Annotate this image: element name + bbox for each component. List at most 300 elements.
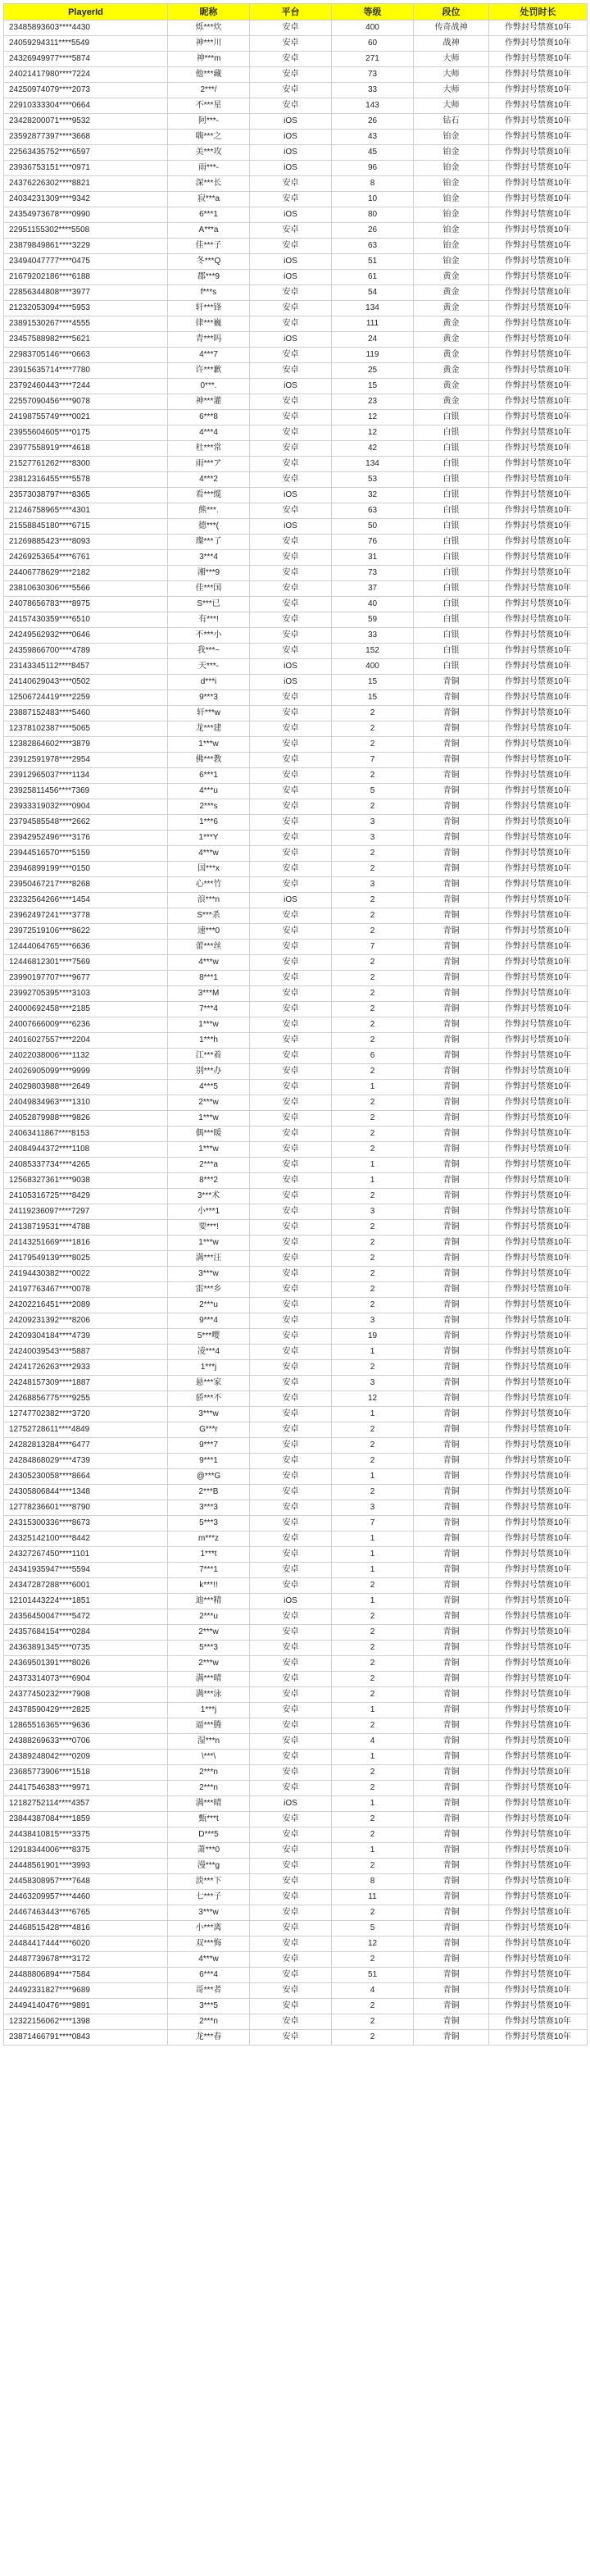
penalty-cell: 作弊封号禁赛10年 <box>489 176 588 192</box>
platform-cell: 安卓 <box>250 394 332 410</box>
rank-cell: 青铜 <box>414 1454 489 1469</box>
table-row <box>4 1267 588 1282</box>
penalty-cell: 作弊封号禁赛10年 <box>489 239 588 254</box>
table-row <box>4 1454 588 1469</box>
player-id-cell: 24327267450****1101 <box>4 1547 168 1563</box>
nickname-cell: 5***3 <box>168 1516 250 1531</box>
platform-cell: 安卓 <box>250 1531 332 1547</box>
nickname-cell: 天***- <box>168 659 250 675</box>
table-row <box>4 1407 588 1422</box>
platform-cell: 安卓 <box>250 503 332 519</box>
rank-cell: 青铜 <box>414 706 489 721</box>
player-id-cell: 12568327361****9038 <box>4 1173 168 1189</box>
rank-cell: 青铜 <box>414 1672 489 1687</box>
platform-cell: 安卓 <box>250 1625 332 1641</box>
penalty-cell: 作弊封号禁赛10年 <box>489 1952 588 1968</box>
player-id-cell: 21527761262****8300 <box>4 457 168 472</box>
nickname-cell: S***已 <box>168 597 250 612</box>
level-cell: 134 <box>332 457 414 472</box>
player-id-cell: 12918344006****8375 <box>4 1843 168 1859</box>
table-row <box>4 1812 588 1827</box>
rank-cell: 青铜 <box>414 1251 489 1267</box>
rank-cell: 黄金 <box>414 379 489 394</box>
player-id-cell: 22910333304****0664 <box>4 98 168 114</box>
player-id-cell: 24202216451****2089 <box>4 1298 168 1313</box>
level-cell: 3 <box>332 877 414 893</box>
rank-cell: 青铜 <box>414 1703 489 1718</box>
rank-cell: 白银 <box>414 426 489 441</box>
rank-cell: 青铜 <box>414 1843 489 1859</box>
player-id-cell: 12865516365****9636 <box>4 1718 168 1734</box>
level-cell: 3 <box>332 1500 414 1516</box>
platform-cell: iOS <box>250 130 332 145</box>
penalty-cell: 作弊封号禁赛10年 <box>489 877 588 893</box>
level-cell: 8 <box>332 1874 414 1890</box>
penalty-cell: 作弊封号禁赛10年 <box>489 597 588 612</box>
level-cell: 3 <box>332 1376 414 1391</box>
table-row <box>4 1827 588 1843</box>
table-row <box>4 1609 588 1625</box>
level-cell: 4 <box>332 1983 414 1999</box>
rank-cell: 青铜 <box>414 1236 489 1251</box>
player-id-cell: 24359866700****4789 <box>4 644 168 659</box>
rank-cell: 大师 <box>414 67 489 83</box>
rank-cell: 青铜 <box>414 1422 489 1438</box>
platform-cell: 安卓 <box>250 239 332 254</box>
nickname-cell: 要***! <box>168 1220 250 1236</box>
table-row <box>4 908 588 924</box>
player-id-cell: 24463209957****4460 <box>4 1890 168 1905</box>
rank-cell: 青铜 <box>414 1064 489 1080</box>
table-row <box>4 1080 588 1095</box>
nickname-cell: 冬***Q <box>168 254 250 270</box>
nickname-cell: 2***u <box>168 1298 250 1313</box>
platform-cell: 安卓 <box>250 1313 332 1329</box>
platform-cell: 安卓 <box>250 597 332 612</box>
table-row <box>4 192 588 207</box>
rank-cell: 铂金 <box>414 145 489 161</box>
header-level: 等级 <box>332 4 414 20</box>
platform-cell: 安卓 <box>250 457 332 472</box>
rank-cell: 青铜 <box>414 1874 489 1890</box>
rank-cell: 青铜 <box>414 1905 489 1921</box>
level-cell: 2 <box>332 1687 414 1703</box>
header-row <box>4 4 588 20</box>
platform-cell: 安卓 <box>250 1983 332 1999</box>
header-nickname: 昵称 <box>168 4 250 20</box>
nickname-cell: 心***竹 <box>168 877 250 893</box>
nickname-cell: 他***藏 <box>168 67 250 83</box>
player-id-cell: 22983705146****0663 <box>4 348 168 363</box>
penalty-cell: 作弊封号禁赛10年 <box>489 1718 588 1734</box>
platform-cell: 安卓 <box>250 363 332 379</box>
platform-cell: 安卓 <box>250 1500 332 1516</box>
player-id-cell: 24248157309****1887 <box>4 1376 168 1391</box>
nickname-cell: 6***8 <box>168 410 250 426</box>
penalty-cell: 作弊封号禁赛10年 <box>489 1189 588 1204</box>
player-id-cell: 24052879988****9826 <box>4 1111 168 1126</box>
penalty-cell: 作弊封号禁赛10年 <box>489 488 588 503</box>
player-id-cell: 24315300336****8673 <box>4 1516 168 1531</box>
level-cell: 15 <box>332 379 414 394</box>
platform-cell: 安卓 <box>250 192 332 207</box>
rank-cell: 青铜 <box>414 908 489 924</box>
platform-cell: 安卓 <box>250 1173 332 1189</box>
nickname-cell: 4***w <box>168 1952 250 1968</box>
level-cell: 3 <box>332 1313 414 1329</box>
rank-cell: 黄金 <box>414 301 489 316</box>
rank-cell: 青铜 <box>414 1204 489 1220</box>
player-id-cell: 23936753151****0971 <box>4 161 168 176</box>
rank-cell: 白银 <box>414 597 489 612</box>
table-row <box>4 363 588 379</box>
penalty-cell: 作弊封号禁赛10年 <box>489 1594 588 1609</box>
table-row <box>4 130 588 145</box>
rank-cell: 青铜 <box>414 1158 489 1173</box>
nickname-cell: 漫***g <box>168 1859 250 1874</box>
penalty-cell: 作弊封号禁赛10年 <box>489 1609 588 1625</box>
platform-cell: 安卓 <box>250 690 332 706</box>
nickname-cell: 1***6 <box>168 815 250 831</box>
nickname-cell: 8***1 <box>168 971 250 986</box>
player-id-cell: 23879849861****3229 <box>4 239 168 254</box>
rank-cell: 青铜 <box>414 1017 489 1033</box>
player-id-cell: 12101443224****1851 <box>4 1594 168 1609</box>
level-cell: 7 <box>332 753 414 768</box>
rank-cell: 青铜 <box>414 1329 489 1345</box>
nickname-cell: 悬***家 <box>168 1376 250 1391</box>
player-id-cell: 24063411867****8153 <box>4 1126 168 1142</box>
penalty-cell: 作弊封号禁赛10年 <box>489 223 588 239</box>
level-cell: 400 <box>332 659 414 675</box>
player-id-cell: 24007666009****6236 <box>4 1017 168 1033</box>
player-id-cell: 12182752114****4357 <box>4 1796 168 1812</box>
player-id-cell: 23810630306****5566 <box>4 581 168 597</box>
player-id-cell: 23990197707****9677 <box>4 971 168 986</box>
level-cell: 2 <box>332 1827 414 1843</box>
rank-cell: 青铜 <box>414 1765 489 1781</box>
level-cell: 1 <box>332 1345 414 1360</box>
penalty-cell: 作弊封号禁赛10年 <box>489 1454 588 1469</box>
platform-cell: 安卓 <box>250 98 332 114</box>
penalty-cell: 作弊封号禁赛10年 <box>489 1812 588 1827</box>
rank-cell: 黄金 <box>414 394 489 410</box>
level-cell: 2 <box>332 1812 414 1827</box>
player-id-cell: 24268856775****9255 <box>4 1391 168 1407</box>
rank-cell: 黄金 <box>414 348 489 363</box>
player-id-cell: 12778236601****8790 <box>4 1500 168 1516</box>
nickname-cell: 我***~ <box>168 644 250 659</box>
player-id-cell: 23912591978****2954 <box>4 753 168 768</box>
nickname-cell: 5***3 <box>168 1641 250 1656</box>
rank-cell: 铂金 <box>414 130 489 145</box>
penalty-cell: 作弊封号禁赛10年 <box>489 1859 588 1874</box>
penalty-cell: 作弊封号禁赛10年 <box>489 1220 588 1236</box>
penalty-cell: 作弊封号禁赛10年 <box>489 1516 588 1531</box>
nickname-cell: 萧***0 <box>168 1843 250 1859</box>
player-id-cell: 23950467217****8268 <box>4 877 168 893</box>
rank-cell: 青铜 <box>414 1142 489 1158</box>
platform-cell: 安卓 <box>250 1937 332 1952</box>
platform-cell: 安卓 <box>250 2030 332 2046</box>
table-row <box>4 1017 588 1033</box>
rank-cell: 青铜 <box>414 768 489 784</box>
rank-cell: 青铜 <box>414 815 489 831</box>
nickname-cell: 3***3 <box>168 1500 250 1516</box>
nickname-cell: m***z <box>168 1531 250 1547</box>
rank-cell: 白银 <box>414 457 489 472</box>
platform-cell: 安卓 <box>250 1687 332 1703</box>
penalty-cell: 作弊封号禁赛10年 <box>489 799 588 815</box>
penalty-cell: 作弊封号禁赛10年 <box>489 1438 588 1454</box>
player-id-cell: 24363891345****0735 <box>4 1641 168 1656</box>
platform-cell: 安卓 <box>250 1204 332 1220</box>
rank-cell: 白银 <box>414 644 489 659</box>
player-id-cell: 24250974079****2073 <box>4 83 168 98</box>
player-id-cell: 24389248042****0209 <box>4 1750 168 1765</box>
level-cell: 2 <box>332 971 414 986</box>
nickname-cell: 1***t <box>168 1547 250 1563</box>
platform-cell: 安卓 <box>250 1391 332 1407</box>
penalty-cell: 作弊封号禁赛10年 <box>489 1422 588 1438</box>
player-id-cell: 23143345112****8457 <box>4 659 168 675</box>
table-row <box>4 1672 588 1687</box>
table-row <box>4 379 588 394</box>
platform-cell: 安卓 <box>250 1298 332 1313</box>
platform-cell: 安卓 <box>250 1703 332 1718</box>
level-cell: 12 <box>332 1937 414 1952</box>
player-id-cell: 24484417444****6020 <box>4 1937 168 1952</box>
penalty-cell: 作弊封号禁赛10年 <box>489 1313 588 1329</box>
level-cell: 12 <box>332 426 414 441</box>
player-id-cell: 23942952496****3176 <box>4 831 168 846</box>
rank-cell: 青铜 <box>414 1438 489 1454</box>
nickname-cell: 佳***子 <box>168 239 250 254</box>
nickname-cell: 9***1 <box>168 1454 250 1469</box>
nickname-cell: 1***w <box>168 1017 250 1033</box>
platform-cell: 安卓 <box>250 1672 332 1687</box>
penalty-cell: 作弊封号禁赛10年 <box>489 394 588 410</box>
player-id-cell: 23933319032****0904 <box>4 799 168 815</box>
player-id-cell: 24325142100****8442 <box>4 1531 168 1547</box>
player-id-cell: 24143251669****1816 <box>4 1236 168 1251</box>
platform-cell: 安卓 <box>250 924 332 940</box>
nickname-cell: 9***4 <box>168 1313 250 1329</box>
rank-cell: 青铜 <box>414 1547 489 1563</box>
penalty-cell: 作弊封号禁赛10年 <box>489 628 588 644</box>
penalty-cell: 作弊封号禁赛10年 <box>489 1937 588 1952</box>
nickname-cell: 淡***下 <box>168 1874 250 1890</box>
rank-cell: 青铜 <box>414 1189 489 1204</box>
player-id-cell: 21232053094****5953 <box>4 301 168 316</box>
nickname-cell: 杜***常 <box>168 441 250 457</box>
rank-cell: 青铜 <box>414 986 489 1002</box>
platform-cell: 安卓 <box>250 1734 332 1750</box>
table-row <box>4 675 588 690</box>
rank-cell: 白银 <box>414 566 489 581</box>
player-id-cell: 24269253654****6761 <box>4 550 168 566</box>
platform-cell: 安卓 <box>250 1142 332 1158</box>
penalty-cell: 作弊封号禁赛10年 <box>489 1531 588 1547</box>
rank-cell: 青铜 <box>414 1625 489 1641</box>
rank-cell: 青铜 <box>414 1485 489 1500</box>
rank-cell: 青铜 <box>414 955 489 971</box>
penalty-cell: 作弊封号禁赛10年 <box>489 737 588 753</box>
platform-cell: 安卓 <box>250 721 332 737</box>
level-cell: 2 <box>332 1142 414 1158</box>
player-id-cell: 24119236097****7297 <box>4 1204 168 1220</box>
level-cell: 2 <box>332 1952 414 1968</box>
player-id-cell: 24326949977****5874 <box>4 52 168 67</box>
level-cell: 73 <box>332 67 414 83</box>
table-row <box>4 690 588 706</box>
penalty-cell: 作弊封号禁赛10年 <box>489 644 588 659</box>
level-cell: 2 <box>332 1126 414 1142</box>
platform-cell: iOS <box>250 254 332 270</box>
level-cell: 5 <box>332 1921 414 1937</box>
player-id-cell: 21558845180****6715 <box>4 519 168 535</box>
penalty-cell: 作弊封号禁赛10年 <box>489 550 588 566</box>
table-row <box>4 1438 588 1454</box>
level-cell: 23 <box>332 394 414 410</box>
penalty-cell: 作弊封号禁赛10年 <box>489 1641 588 1656</box>
level-cell: 134 <box>332 301 414 316</box>
table-row <box>4 1547 588 1563</box>
rank-cell: 黄金 <box>414 332 489 348</box>
nickname-cell: 郡***9 <box>168 270 250 285</box>
player-id-cell: 23891530267****4555 <box>4 316 168 332</box>
table-row <box>4 52 588 67</box>
platform-cell: 安卓 <box>250 971 332 986</box>
rank-cell: 青铜 <box>414 784 489 799</box>
nickname-cell: 浪***n <box>168 893 250 908</box>
level-cell: 2 <box>332 1999 414 2014</box>
nickname-cell: 别***办 <box>168 1064 250 1080</box>
penalty-cell: 作弊封号禁赛10年 <box>489 955 588 971</box>
level-cell: 2 <box>332 1298 414 1313</box>
nickname-cell: 有***! <box>168 612 250 628</box>
penalty-cell: 作弊封号禁赛10年 <box>489 457 588 472</box>
nickname-cell: 满***晴 <box>168 1796 250 1812</box>
rank-cell: 青铜 <box>414 721 489 737</box>
nickname-cell: f***s <box>168 285 250 301</box>
penalty-cell: 作弊封号禁赛10年 <box>489 145 588 161</box>
nickname-cell: 雷***乡 <box>168 1282 250 1298</box>
table-row <box>4 815 588 831</box>
rank-cell: 白银 <box>414 659 489 675</box>
table-row <box>4 207 588 223</box>
platform-cell: iOS <box>250 519 332 535</box>
platform-cell: 安卓 <box>250 1002 332 1017</box>
penalty-cell: 作弊封号禁赛10年 <box>489 831 588 846</box>
table-row <box>4 1874 588 1890</box>
penalty-cell: 作弊封号禁赛10年 <box>489 659 588 675</box>
table-row <box>4 1251 588 1267</box>
level-cell: 2 <box>332 1641 414 1656</box>
level-cell: 152 <box>332 644 414 659</box>
level-cell: 2 <box>332 1236 414 1251</box>
nickname-cell: 4***w <box>168 846 250 862</box>
rank-cell: 青铜 <box>414 1407 489 1422</box>
player-id-cell: 24467463443****6765 <box>4 1905 168 1921</box>
nickname-cell: 轩***锋 <box>168 301 250 316</box>
table-row <box>4 472 588 488</box>
player-id-cell: 24357684154****0284 <box>4 1625 168 1641</box>
level-cell: 1 <box>332 1547 414 1563</box>
nickname-cell: 9***3 <box>168 690 250 706</box>
penalty-cell: 作弊封号禁赛10年 <box>489 1204 588 1220</box>
nickname-cell: 国***x <box>168 862 250 877</box>
level-cell: 61 <box>332 270 414 285</box>
level-cell: 11 <box>332 1890 414 1905</box>
platform-cell: 安卓 <box>250 1329 332 1345</box>
table-row <box>4 862 588 877</box>
penalty-cell: 作弊封号禁赛10年 <box>489 270 588 285</box>
player-id-cell: 22557090456****9078 <box>4 394 168 410</box>
penalty-cell: 作弊封号禁赛10年 <box>489 1968 588 1983</box>
table-row <box>4 20 588 36</box>
platform-cell: 安卓 <box>250 815 332 831</box>
nickname-cell: 神***m <box>168 52 250 67</box>
platform-cell: 安卓 <box>250 1890 332 1905</box>
table-row <box>4 1329 588 1345</box>
platform-cell: 安卓 <box>250 628 332 644</box>
penalty-cell: 作弊封号禁赛10年 <box>489 1298 588 1313</box>
table-row <box>4 1937 588 1952</box>
level-cell: 8 <box>332 176 414 192</box>
platform-cell: iOS <box>250 1594 332 1609</box>
penalty-cell: 作弊封号禁赛10年 <box>489 52 588 67</box>
penalty-cell: 作弊封号禁赛10年 <box>489 1578 588 1594</box>
table-row <box>4 737 588 753</box>
table-row <box>4 986 588 1002</box>
table-row <box>4 1111 588 1126</box>
nickname-cell: 6***1 <box>168 768 250 784</box>
rank-cell: 青铜 <box>414 1812 489 1827</box>
platform-cell: 安卓 <box>250 566 332 581</box>
rank-cell: 青铜 <box>414 1890 489 1905</box>
penalty-cell: 作弊封号禁赛10年 <box>489 612 588 628</box>
penalty-cell: 作弊封号禁赛10年 <box>489 1251 588 1267</box>
nickname-cell: 江***着 <box>168 1049 250 1064</box>
platform-cell: 安卓 <box>250 1765 332 1781</box>
level-cell: 1 <box>332 1843 414 1859</box>
player-id-cell: 24000692458****2185 <box>4 1002 168 1017</box>
penalty-cell: 作弊封号禁赛10年 <box>489 1687 588 1703</box>
rank-cell: 青铜 <box>414 1376 489 1391</box>
rank-cell: 白银 <box>414 472 489 488</box>
level-cell: 2 <box>332 1033 414 1049</box>
level-cell: 2 <box>332 1656 414 1672</box>
level-cell: 80 <box>332 207 414 223</box>
table-row <box>4 581 588 597</box>
platform-cell: 安卓 <box>250 799 332 815</box>
level-cell: 60 <box>332 36 414 52</box>
penalty-cell: 作弊封号禁赛10年 <box>489 908 588 924</box>
rank-cell: 青铜 <box>414 1859 489 1874</box>
platform-cell: 安卓 <box>250 1282 332 1298</box>
player-id-cell: 23977558919****4618 <box>4 441 168 457</box>
player-id-cell: 22951155302****5508 <box>4 223 168 239</box>
nickname-cell: 2***w <box>168 1095 250 1111</box>
player-id-cell: 24488806894****7584 <box>4 1968 168 1983</box>
penalty-cell: 作弊封号禁赛10年 <box>489 1827 588 1843</box>
player-id-cell: 23428200071****9532 <box>4 114 168 130</box>
platform-cell: iOS <box>250 379 332 394</box>
ban-list-table <box>3 3 588 2046</box>
table-row <box>4 1158 588 1173</box>
player-id-cell: 23955604605****0175 <box>4 426 168 441</box>
